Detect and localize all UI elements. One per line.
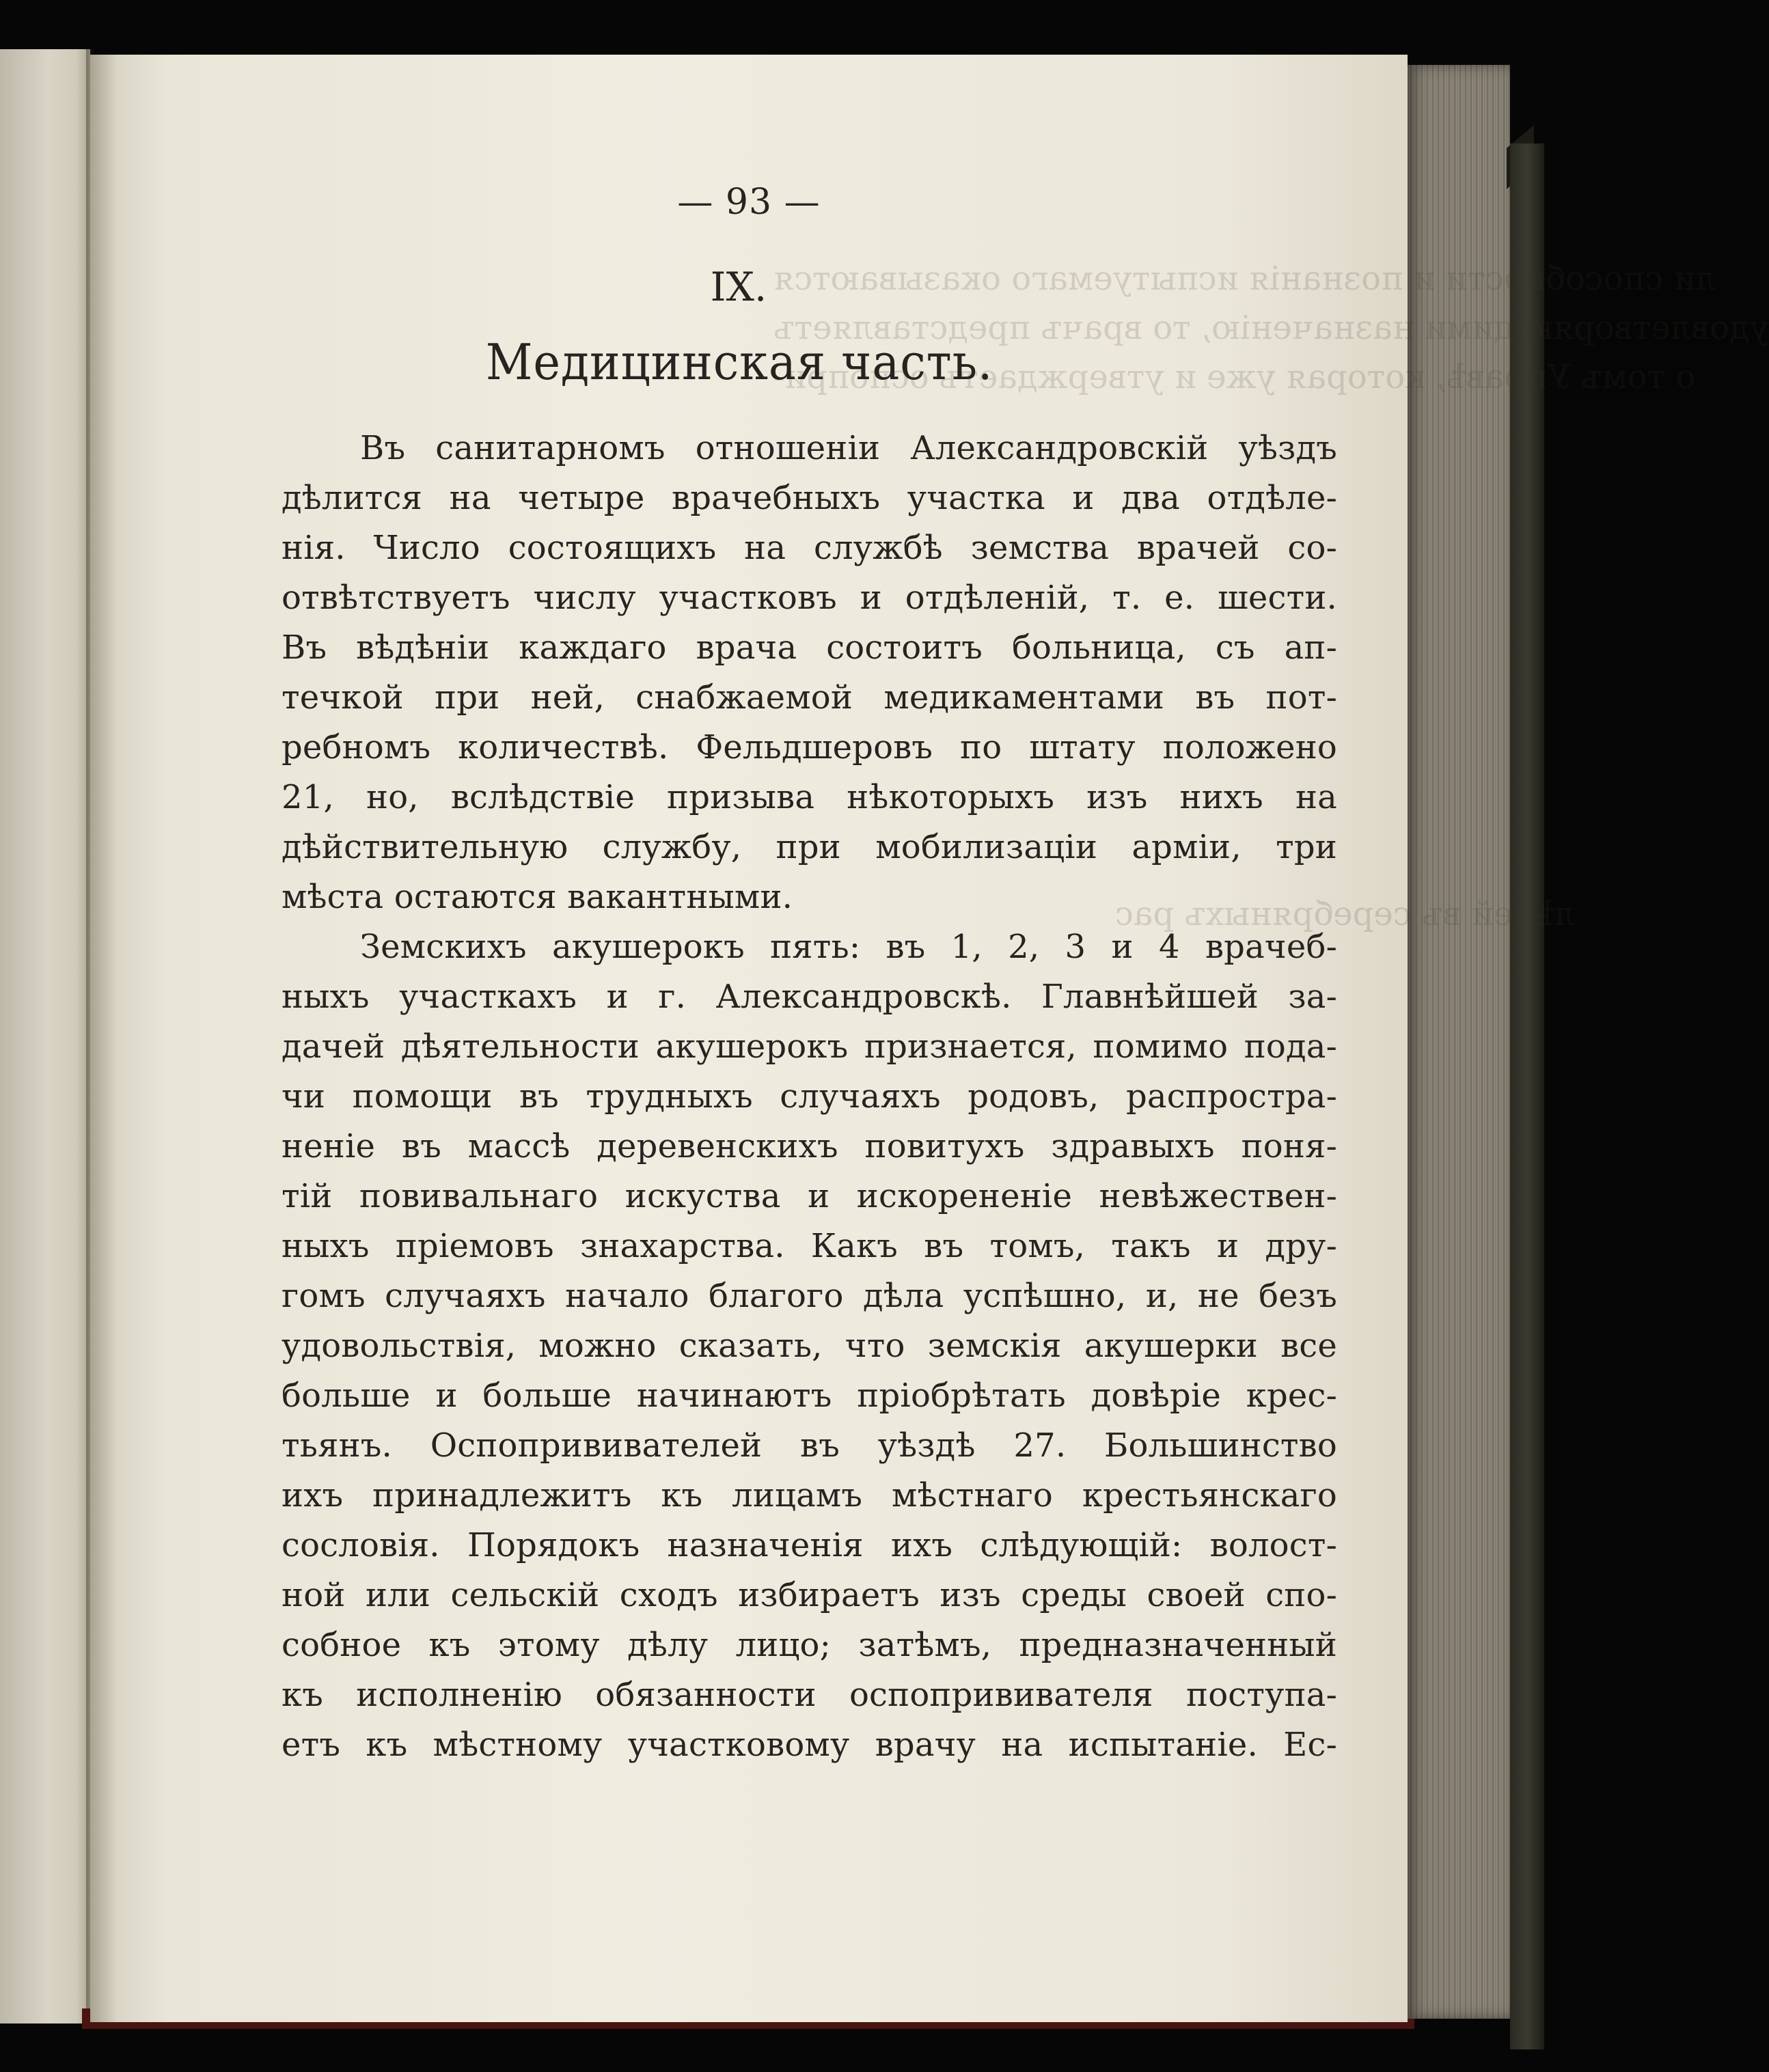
- text-line: отвѣтствуетъ числу участковъ и отдѣленій, т. е. шести.: [282, 579, 1337, 617]
- text-line: 21, но, вслѣдствіе призыва нѣкоторыхъ изъ нихъ на: [282, 778, 1337, 816]
- text-line: мѣста остаются вакантными.: [282, 878, 793, 916]
- book-cover-edge: [1510, 143, 1544, 2049]
- text-line: тій повивальнаго искуства и искорененіе невѣжествен-: [282, 1177, 1337, 1215]
- text-line: течкой при ней, снабжаемой медикаментами въ пот-: [282, 678, 1337, 717]
- text-line: Земскихъ акушерокъ пять: въ 1, 2, 3 и 4 врачеб-: [360, 928, 1337, 966]
- text-line: ребномъ количествѣ. Фельдшеровъ по штату положено: [282, 728, 1337, 766]
- text-line: ныхъ пріемовъ знахарства. Какъ въ томъ, такъ и дру-: [282, 1227, 1337, 1265]
- text-line: гомъ случаяхъ начало благого дѣла успѣшно, и, не безъ: [282, 1277, 1337, 1315]
- text-line: тьянъ. Оспопрививателей въ уѣздѣ 27. Большинство: [282, 1426, 1337, 1465]
- text-line: дѣлится на четыре врачебныхъ участка и два отдѣле-: [282, 479, 1337, 517]
- page-block-edges: [1408, 65, 1510, 2019]
- text-line: сословія. Порядокъ назначенія ихъ слѣдующій: волост-: [282, 1526, 1337, 1564]
- chapter-numeral: IX.: [710, 264, 767, 310]
- text-line: дѣйствительную службу, при мобилизаціи арміи, три: [282, 828, 1337, 866]
- text-line: чи помощи въ трудныхъ случаяхъ родовъ, распростра-: [282, 1077, 1337, 1116]
- text-line: Въ санитарномъ отношеніи Александровскій уѣздъ: [360, 429, 1337, 467]
- reverse-side-bleed-through: ли способности и познанія испытуемаго оказываются удовлетворяющими назначенію, то врачъ представляетъ о томъ Управѣ, которая уже и утверждаетъ оспопри- лѣней въ серебряныхъ рас: [773, 260, 1769, 933]
- text-line: собное къ этому дѣлу лицо; затѣмъ, предназначенный: [282, 1626, 1337, 1664]
- page-number: — 93 —: [677, 182, 821, 223]
- text-line: къ исполненію обязанности оспопрививателя поступа-: [282, 1676, 1337, 1714]
- text-line: больше и больше начинаютъ пріобрѣтать довѣріе крес-: [282, 1377, 1337, 1415]
- text-line: дачей дѣятельности акушерокъ признается, помимо пода-: [282, 1027, 1337, 1066]
- text-line: ной или сельскій сходъ избираетъ изъ среды своей спо-: [282, 1576, 1337, 1614]
- text-line: ихъ принадлежитъ къ лицамъ мѣстнаго крестьянскаго: [282, 1476, 1337, 1515]
- chapter-title: Медицинская часть.: [485, 333, 993, 391]
- text-line: Въ вѣдѣніи каждаго врача состоитъ больница, съ ап-: [282, 628, 1337, 667]
- book-page: [90, 55, 1769, 2022]
- text-line: неніе въ массѣ деревенскихъ повитухъ здравыхъ поня-: [282, 1127, 1337, 1165]
- text-line: етъ къ мѣстному участковому врачу на испытаніе. Ес-: [282, 1726, 1337, 1764]
- previous-page-edge: [0, 49, 90, 2023]
- text-line: нія. Число состоящихъ на службѣ земства врачей со-: [282, 529, 1337, 567]
- body-text: [282, 424, 1337, 1770]
- text-line: ныхъ участкахъ и г. Александровскѣ. Главнѣйшей за-: [282, 978, 1337, 1016]
- text-line: удовольствія, можно сказать, что земскія акушерки все: [282, 1327, 1337, 1365]
